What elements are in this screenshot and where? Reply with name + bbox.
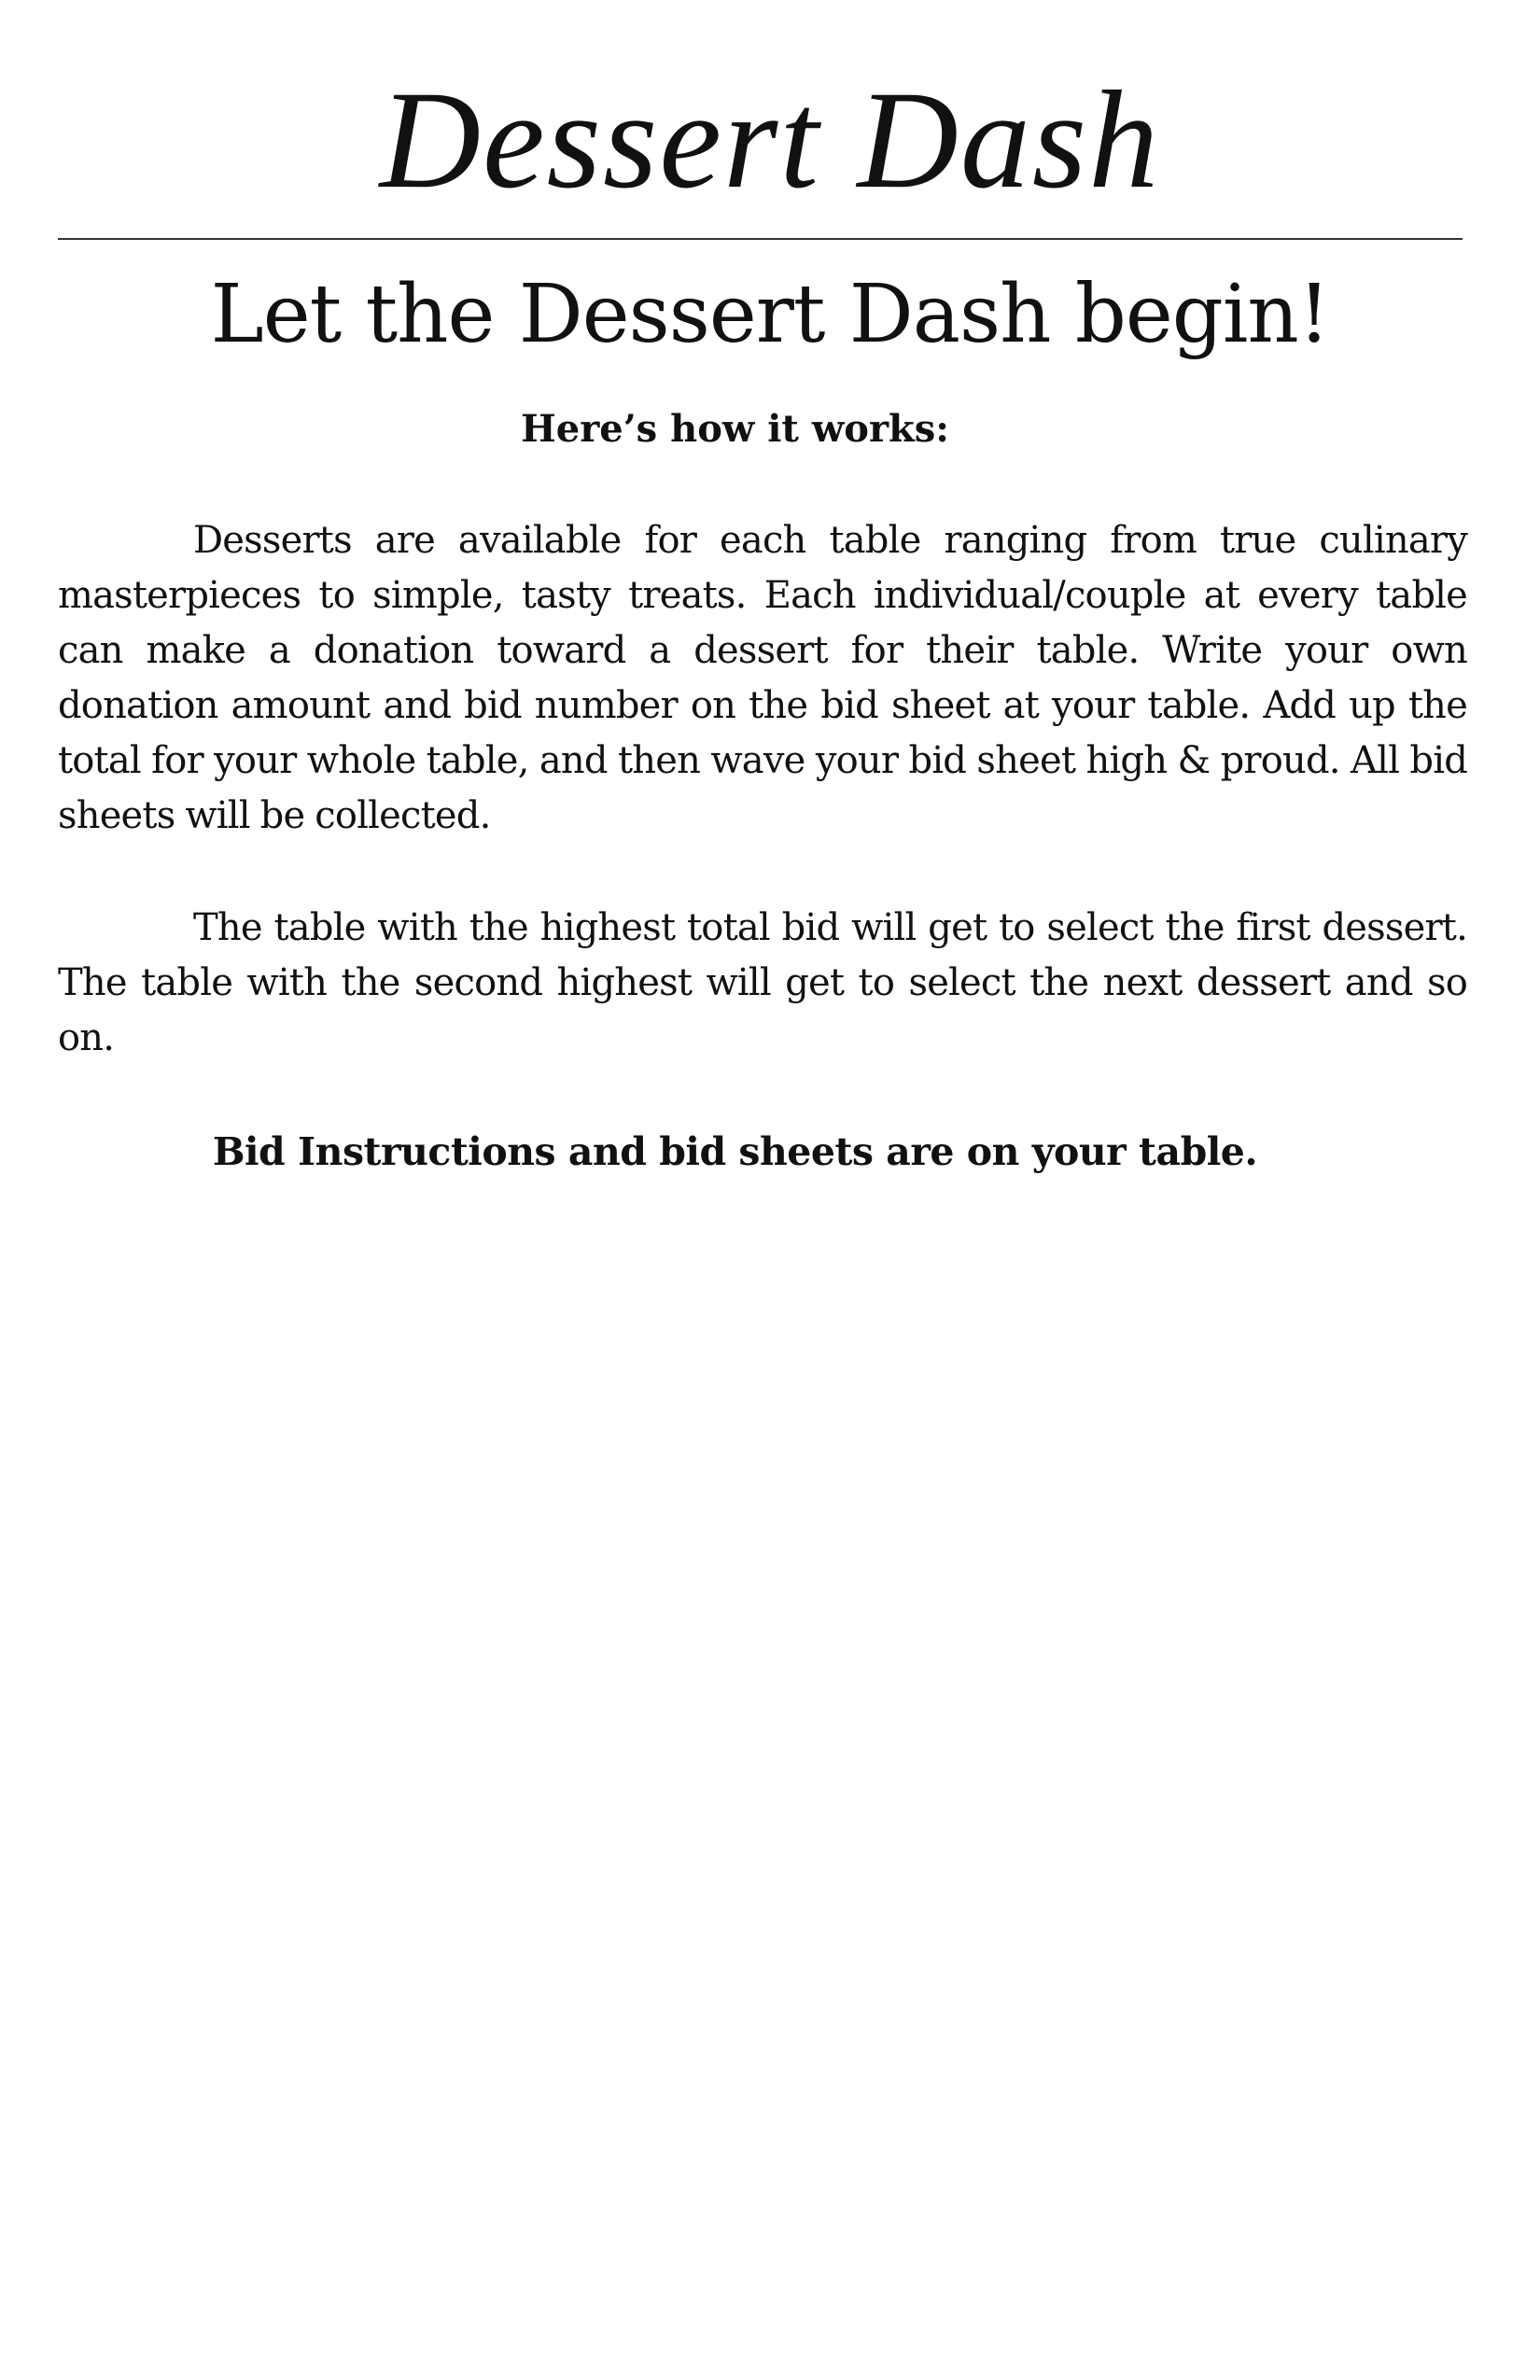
subhead: Here’s how it works: [520, 407, 950, 451]
instructions-paragraph-2: The table with the highest total bid will get to select the first dessert. The table with the second highest will get to select the next dessert and so on. [58, 906, 1467, 1059]
script-title: Dessert Dash [379, 63, 1161, 217]
title-divider [58, 238, 1463, 240]
headline: Let the Dessert Dash begin! [210, 268, 1330, 361]
instructions-paragraph-1: Desserts are available for each table ranging from true culinary masterpieces to simple, tasty treats. Each individual/couple at every table can make a donation toward a dessert for their table. Write your own donation amount and bid number on the bid sheet at your table. Add up the total for your whole table, and then wave your bid sheet high & proud. All bid sheets will be collected. [58, 519, 1467, 837]
closing-note: Bid Instructions and bid sheets are on your table. [212, 1129, 1258, 1174]
